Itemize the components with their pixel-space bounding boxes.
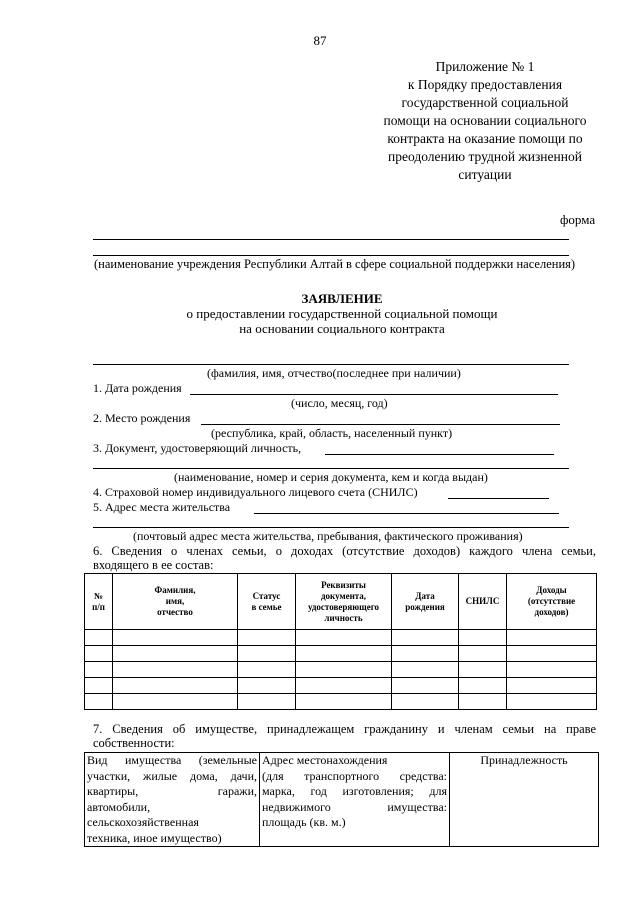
id-doc-line[interactable] (325, 454, 554, 455)
appendix-line: помощи на основании социального (383, 113, 587, 128)
birth-place-label: 2. Место рождения (93, 411, 191, 425)
snils-line[interactable] (448, 498, 549, 499)
address-label: 5. Адрес места жительства (93, 500, 231, 514)
section7-line-1: 7. Сведения об имуществе, принадлежащем гражданину и членам семьи на праве (93, 722, 596, 736)
section6-line-2: входящего в ее состав: (93, 558, 214, 572)
header-id-doc: Реквизиты документа, удостоверяющего личность (296, 574, 392, 630)
table-row (85, 646, 597, 662)
table-row (85, 694, 597, 710)
snils-label: 4. Страховой номер индивидуального лицевого счета (СНИЛС) (93, 485, 418, 499)
address-line[interactable] (254, 513, 559, 514)
page-number: 87 (313, 33, 327, 48)
title-line-1: о предоставлении государственной социальной помощи (186, 306, 498, 321)
header-status: Статус в семье (238, 574, 296, 630)
form-label: форма (560, 212, 596, 227)
table-row (85, 678, 597, 694)
property-header-row (85, 753, 599, 847)
family-table-header (85, 574, 597, 630)
appendix-line: контракта на оказание помощи по (387, 131, 583, 146)
appendix-line: ситуации (458, 167, 512, 182)
appendix-line: преодолению трудной жизненной (388, 149, 582, 164)
header-income: Доходы (отсутствие доходов) (507, 574, 597, 630)
header-fio: Фамилия, имя, отчество (113, 574, 238, 630)
fio-line[interactable] (93, 364, 569, 365)
header-number: № п/п (85, 574, 113, 630)
institution-line-2[interactable] (93, 255, 569, 256)
id-doc-line-2[interactable] (93, 468, 569, 469)
id-doc-label: 3. Документ, удостоверяющий личность, (93, 441, 302, 455)
birth-place-caption: (республика, край, область, населенный пункт) (211, 426, 453, 440)
table-row (85, 662, 597, 678)
fio-caption: (фамилия, имя, отчество(последнее при наличии) (207, 366, 461, 380)
section7-line-2: собственности: (93, 736, 175, 750)
institution-line[interactable] (93, 239, 569, 240)
birth-date-label: 1. Дата рождения (93, 381, 182, 395)
property-ownership-cell: Принадлежность (450, 753, 599, 847)
appendix-block (340, 58, 630, 184)
address-caption: (почтовый адрес места жительства, пребывания, фактического проживания) (133, 529, 523, 543)
table-row (85, 630, 597, 646)
property-type-cell: Вид имущества (земельные участки, жилые дома, дачи, квартиры, гаражи, автомобили, сельскохозяйственная техника, иное имущество) (85, 753, 260, 847)
document-title: ЗАЯВЛЕНИЕ (301, 291, 383, 306)
appendix-line: к Порядку предоставления (407, 77, 563, 92)
family-table (84, 573, 597, 710)
property-address-cell: Адрес местонахождения (для транспортного средства: марка, год изготовления; для недвижимого имущества: площадь (кв. м.) (260, 753, 450, 847)
title-line-2: на основании социального контракта (239, 321, 445, 336)
header-birth-date: Дата рождения (392, 574, 459, 630)
birth-date-line[interactable] (190, 394, 558, 395)
birth-place-line[interactable] (201, 424, 560, 425)
section6-line-1: 6. Сведения о членах семьи, о доходах (отсутствие доходов) каждого члена семьи, (93, 544, 596, 558)
institution-caption: (наименование учреждения Республики Алтай в сфере социальной поддержки населения) (94, 257, 576, 271)
birth-date-caption: (число, месяц, год) (291, 396, 388, 410)
property-table (84, 752, 599, 847)
id-doc-caption: (наименование, номер и серия документа, кем и когда выдан) (174, 470, 488, 484)
appendix-line: Приложение № 1 (435, 59, 535, 74)
address-line-2[interactable] (93, 527, 569, 528)
appendix-line: государственной социальной (401, 95, 569, 110)
header-snils: СНИЛС (459, 574, 507, 630)
